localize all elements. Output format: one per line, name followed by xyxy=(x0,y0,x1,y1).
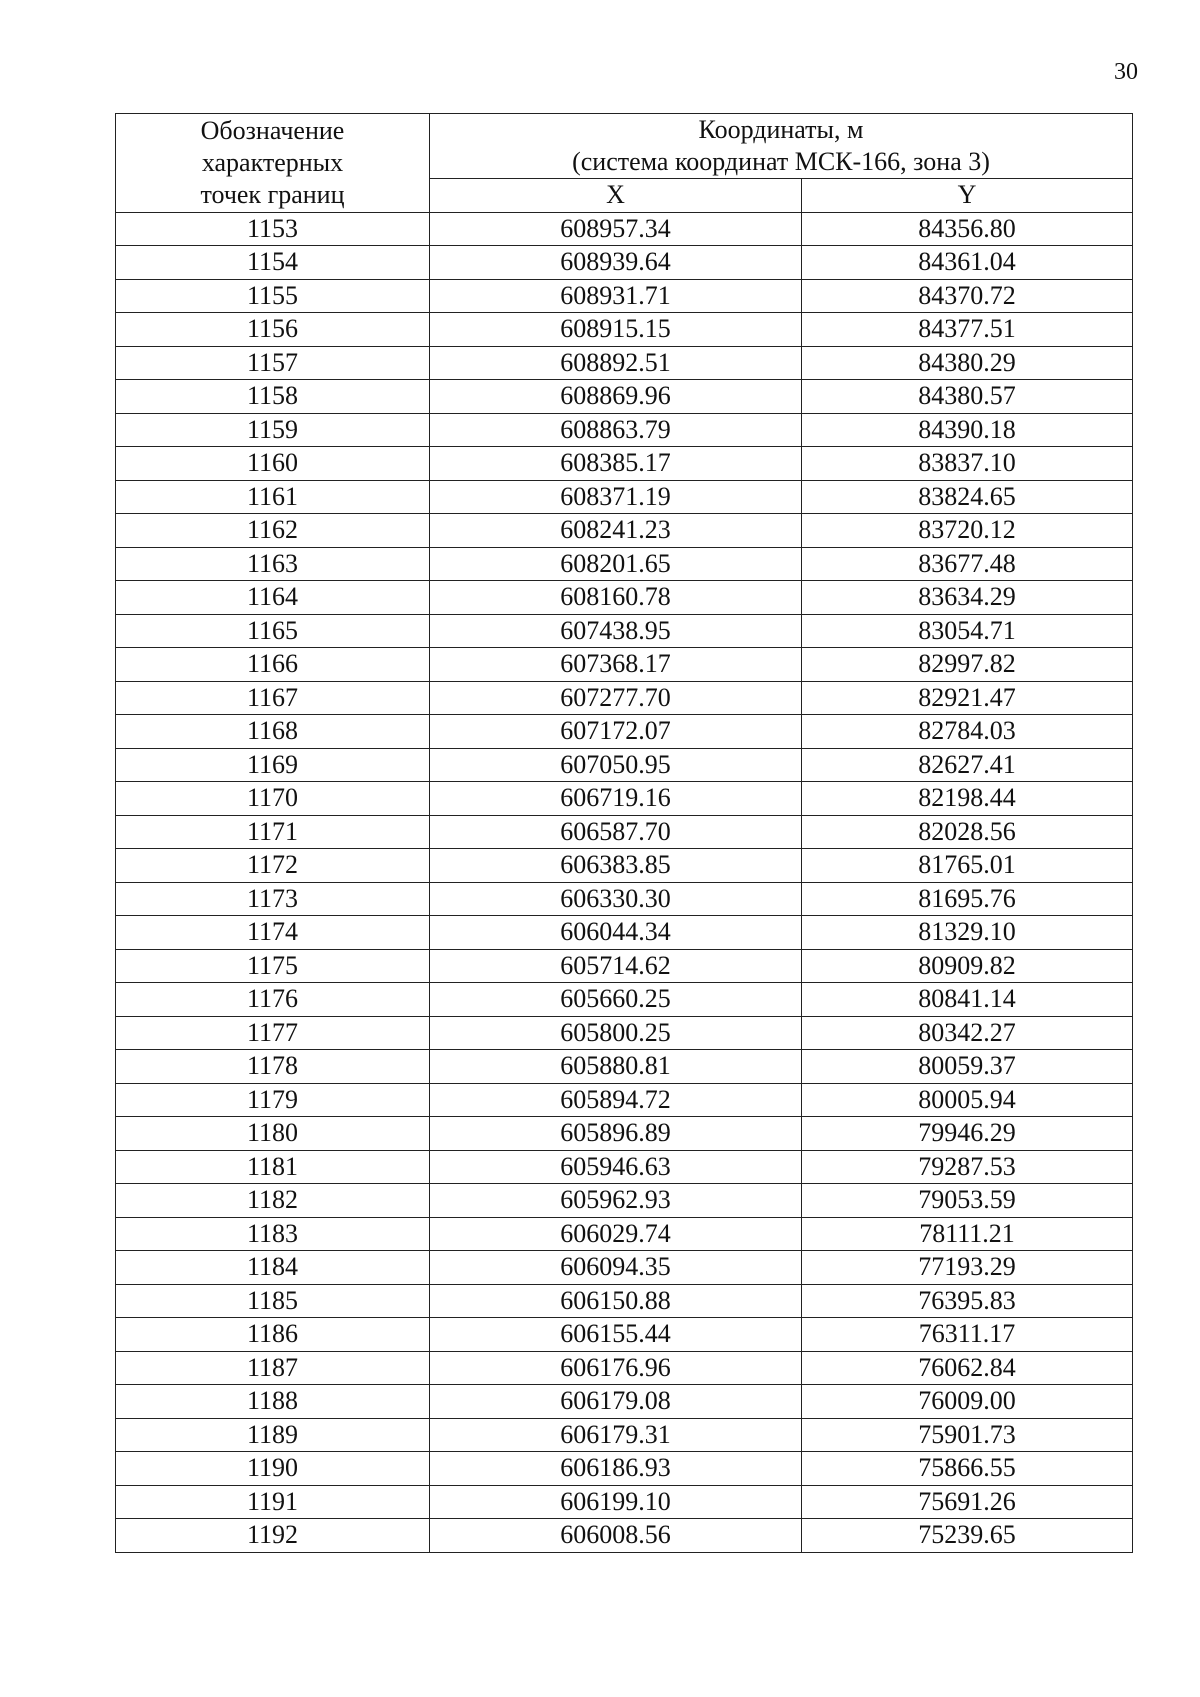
point-id-cell: 1156 xyxy=(116,313,430,347)
x-coordinate-cell: 605714.62 xyxy=(430,949,802,983)
x-coordinate-cell: 605800.25 xyxy=(430,1016,802,1050)
point-id-cell: 1191 xyxy=(116,1485,430,1519)
coordinates-table xyxy=(115,113,1133,1553)
y-coordinate-cell: 83054.71 xyxy=(802,614,1133,648)
table-row xyxy=(116,849,1133,883)
header-point-line: точек границ xyxy=(200,179,345,209)
y-coordinate-cell: 82198.44 xyxy=(802,782,1133,816)
x-coordinate-cell: 605660.25 xyxy=(430,983,802,1017)
x-coordinate-cell: 606150.88 xyxy=(430,1284,802,1318)
point-id-cell: 1172 xyxy=(116,849,430,883)
table-row xyxy=(116,1485,1133,1519)
y-coordinate-cell: 81329.10 xyxy=(802,916,1133,950)
table-row xyxy=(116,782,1133,816)
y-coordinate-cell: 80841.14 xyxy=(802,983,1133,1017)
point-id-cell: 1183 xyxy=(116,1217,430,1251)
x-coordinate-cell: 608869.96 xyxy=(430,380,802,414)
x-coordinate-cell: 608892.51 xyxy=(430,346,802,380)
x-coordinate-cell: 608939.64 xyxy=(430,246,802,280)
table-row xyxy=(116,447,1133,481)
y-coordinate-cell: 82997.82 xyxy=(802,648,1133,682)
point-id-cell: 1192 xyxy=(116,1519,430,1553)
header-x: X xyxy=(430,179,802,213)
y-coordinate-cell: 83677.48 xyxy=(802,547,1133,581)
point-id-cell: 1173 xyxy=(116,882,430,916)
point-id-cell: 1161 xyxy=(116,480,430,514)
table-row xyxy=(116,547,1133,581)
table-row xyxy=(116,1150,1133,1184)
x-coordinate-cell: 607368.17 xyxy=(430,648,802,682)
header-coordinates xyxy=(430,114,1133,179)
point-id-cell: 1159 xyxy=(116,413,430,447)
x-coordinate-cell: 608160.78 xyxy=(430,581,802,615)
x-coordinate-cell: 606383.85 xyxy=(430,849,802,883)
x-coordinate-cell: 608371.19 xyxy=(430,480,802,514)
point-id-cell: 1167 xyxy=(116,681,430,715)
y-coordinate-cell: 83824.65 xyxy=(802,480,1133,514)
table-header xyxy=(116,114,1133,213)
table-row xyxy=(116,748,1133,782)
table-row xyxy=(116,882,1133,916)
point-id-cell: 1174 xyxy=(116,916,430,950)
y-coordinate-cell: 79053.59 xyxy=(802,1184,1133,1218)
x-coordinate-cell: 606199.10 xyxy=(430,1485,802,1519)
table-row xyxy=(116,1318,1133,1352)
page-number: 30 xyxy=(1114,59,1138,85)
y-coordinate-cell: 76062.84 xyxy=(802,1351,1133,1385)
table-row xyxy=(116,1016,1133,1050)
table-row xyxy=(116,1217,1133,1251)
table-row xyxy=(116,346,1133,380)
y-coordinate-cell: 84380.57 xyxy=(802,380,1133,414)
x-coordinate-cell: 606719.16 xyxy=(430,782,802,816)
point-id-cell: 1175 xyxy=(116,949,430,983)
table-row xyxy=(116,1452,1133,1486)
table-row xyxy=(116,949,1133,983)
y-coordinate-cell: 81695.76 xyxy=(802,882,1133,916)
table-row xyxy=(116,1117,1133,1151)
y-coordinate-cell: 83634.29 xyxy=(802,581,1133,615)
table-row xyxy=(116,313,1133,347)
x-coordinate-cell: 607438.95 xyxy=(430,614,802,648)
y-coordinate-cell: 84380.29 xyxy=(802,346,1133,380)
y-coordinate-cell: 82627.41 xyxy=(802,748,1133,782)
header-point-line: Обозначение xyxy=(200,115,345,145)
y-coordinate-cell: 80342.27 xyxy=(802,1016,1133,1050)
header-point-line: характерных xyxy=(201,147,344,177)
header-coordinates-title: Координаты, м xyxy=(698,115,864,144)
y-coordinate-cell: 84377.51 xyxy=(802,313,1133,347)
y-coordinate-cell: 76009.00 xyxy=(802,1385,1133,1419)
x-coordinate-cell: 606179.08 xyxy=(430,1385,802,1419)
y-coordinate-cell: 84361.04 xyxy=(802,246,1133,280)
x-coordinate-cell: 607172.07 xyxy=(430,715,802,749)
table-row xyxy=(116,715,1133,749)
x-coordinate-cell: 605894.72 xyxy=(430,1083,802,1117)
table-row xyxy=(116,1351,1133,1385)
y-coordinate-cell: 77193.29 xyxy=(802,1251,1133,1285)
x-coordinate-cell: 606186.93 xyxy=(430,1452,802,1486)
y-coordinate-cell: 79287.53 xyxy=(802,1150,1133,1184)
x-coordinate-cell: 607277.70 xyxy=(430,681,802,715)
y-coordinate-cell: 82921.47 xyxy=(802,681,1133,715)
y-coordinate-cell: 78111.21 xyxy=(802,1217,1133,1251)
table-row xyxy=(116,212,1133,246)
y-coordinate-cell: 82784.03 xyxy=(802,715,1133,749)
point-id-cell: 1162 xyxy=(116,514,430,548)
table-row xyxy=(116,1083,1133,1117)
x-coordinate-cell: 608863.79 xyxy=(430,413,802,447)
point-id-cell: 1154 xyxy=(116,246,430,280)
y-coordinate-cell: 76395.83 xyxy=(802,1284,1133,1318)
table-row xyxy=(116,246,1133,280)
table-row xyxy=(116,581,1133,615)
x-coordinate-cell: 606587.70 xyxy=(430,815,802,849)
table-row xyxy=(116,413,1133,447)
x-coordinate-cell: 608201.65 xyxy=(430,547,802,581)
point-id-cell: 1169 xyxy=(116,748,430,782)
header-y: Y xyxy=(802,179,1133,213)
x-coordinate-cell: 605962.93 xyxy=(430,1184,802,1218)
point-id-cell: 1190 xyxy=(116,1452,430,1486)
x-coordinate-cell: 608385.17 xyxy=(430,447,802,481)
y-coordinate-cell: 84356.80 xyxy=(802,212,1133,246)
header-coordinate-system: (система координат МСК-166, зона 3) xyxy=(572,147,990,176)
point-id-cell: 1181 xyxy=(116,1150,430,1184)
table-row xyxy=(116,1519,1133,1553)
table-row xyxy=(116,380,1133,414)
point-id-cell: 1178 xyxy=(116,1050,430,1084)
point-id-cell: 1158 xyxy=(116,380,430,414)
table-row xyxy=(116,1184,1133,1218)
point-id-cell: 1185 xyxy=(116,1284,430,1318)
table-row xyxy=(116,279,1133,313)
x-coordinate-cell: 608931.71 xyxy=(430,279,802,313)
table-row xyxy=(116,916,1133,950)
y-coordinate-cell: 75691.26 xyxy=(802,1485,1133,1519)
x-coordinate-cell: 605880.81 xyxy=(430,1050,802,1084)
table-row xyxy=(116,815,1133,849)
table-body xyxy=(116,212,1133,1552)
header-point-designation xyxy=(116,114,430,213)
point-id-cell: 1186 xyxy=(116,1318,430,1352)
x-coordinate-cell: 607050.95 xyxy=(430,748,802,782)
y-coordinate-cell: 75901.73 xyxy=(802,1418,1133,1452)
point-id-cell: 1179 xyxy=(116,1083,430,1117)
x-coordinate-cell: 606155.44 xyxy=(430,1318,802,1352)
point-id-cell: 1171 xyxy=(116,815,430,849)
table-row xyxy=(116,1418,1133,1452)
table-row xyxy=(116,1050,1133,1084)
x-coordinate-cell: 606179.31 xyxy=(430,1418,802,1452)
x-coordinate-cell: 608241.23 xyxy=(430,514,802,548)
x-coordinate-cell: 606176.96 xyxy=(430,1351,802,1385)
y-coordinate-cell: 80909.82 xyxy=(802,949,1133,983)
point-id-cell: 1166 xyxy=(116,648,430,682)
point-id-cell: 1182 xyxy=(116,1184,430,1218)
y-coordinate-cell: 75239.65 xyxy=(802,1519,1133,1553)
y-coordinate-cell: 83837.10 xyxy=(802,447,1133,481)
table-row xyxy=(116,1251,1133,1285)
x-coordinate-cell: 605896.89 xyxy=(430,1117,802,1151)
x-coordinate-cell: 608957.34 xyxy=(430,212,802,246)
point-id-cell: 1165 xyxy=(116,614,430,648)
table-row xyxy=(116,983,1133,1017)
point-id-cell: 1188 xyxy=(116,1385,430,1419)
point-id-cell: 1170 xyxy=(116,782,430,816)
y-coordinate-cell: 81765.01 xyxy=(802,849,1133,883)
x-coordinate-cell: 606008.56 xyxy=(430,1519,802,1553)
y-coordinate-cell: 76311.17 xyxy=(802,1318,1133,1352)
table-row xyxy=(116,648,1133,682)
point-id-cell: 1177 xyxy=(116,1016,430,1050)
point-id-cell: 1184 xyxy=(116,1251,430,1285)
point-id-cell: 1187 xyxy=(116,1351,430,1385)
table-row xyxy=(116,480,1133,514)
y-coordinate-cell: 83720.12 xyxy=(802,514,1133,548)
point-id-cell: 1189 xyxy=(116,1418,430,1452)
point-id-cell: 1163 xyxy=(116,547,430,581)
x-coordinate-cell: 606094.35 xyxy=(430,1251,802,1285)
point-id-cell: 1168 xyxy=(116,715,430,749)
x-coordinate-cell: 608915.15 xyxy=(430,313,802,347)
point-id-cell: 1160 xyxy=(116,447,430,481)
x-coordinate-cell: 605946.63 xyxy=(430,1150,802,1184)
table-row xyxy=(116,514,1133,548)
y-coordinate-cell: 82028.56 xyxy=(802,815,1133,849)
y-coordinate-cell: 80059.37 xyxy=(802,1050,1133,1084)
point-id-cell: 1180 xyxy=(116,1117,430,1151)
table-row xyxy=(116,681,1133,715)
y-coordinate-cell: 84390.18 xyxy=(802,413,1133,447)
x-coordinate-cell: 606044.34 xyxy=(430,916,802,950)
point-id-cell: 1153 xyxy=(116,212,430,246)
y-coordinate-cell: 75866.55 xyxy=(802,1452,1133,1486)
table-row xyxy=(116,1385,1133,1419)
y-coordinate-cell: 84370.72 xyxy=(802,279,1133,313)
table-row xyxy=(116,614,1133,648)
point-id-cell: 1176 xyxy=(116,983,430,1017)
x-coordinate-cell: 606029.74 xyxy=(430,1217,802,1251)
y-coordinate-cell: 79946.29 xyxy=(802,1117,1133,1151)
y-coordinate-cell: 80005.94 xyxy=(802,1083,1133,1117)
point-id-cell: 1164 xyxy=(116,581,430,615)
point-id-cell: 1155 xyxy=(116,279,430,313)
x-coordinate-cell: 606330.30 xyxy=(430,882,802,916)
table-row xyxy=(116,1284,1133,1318)
point-id-cell: 1157 xyxy=(116,346,430,380)
